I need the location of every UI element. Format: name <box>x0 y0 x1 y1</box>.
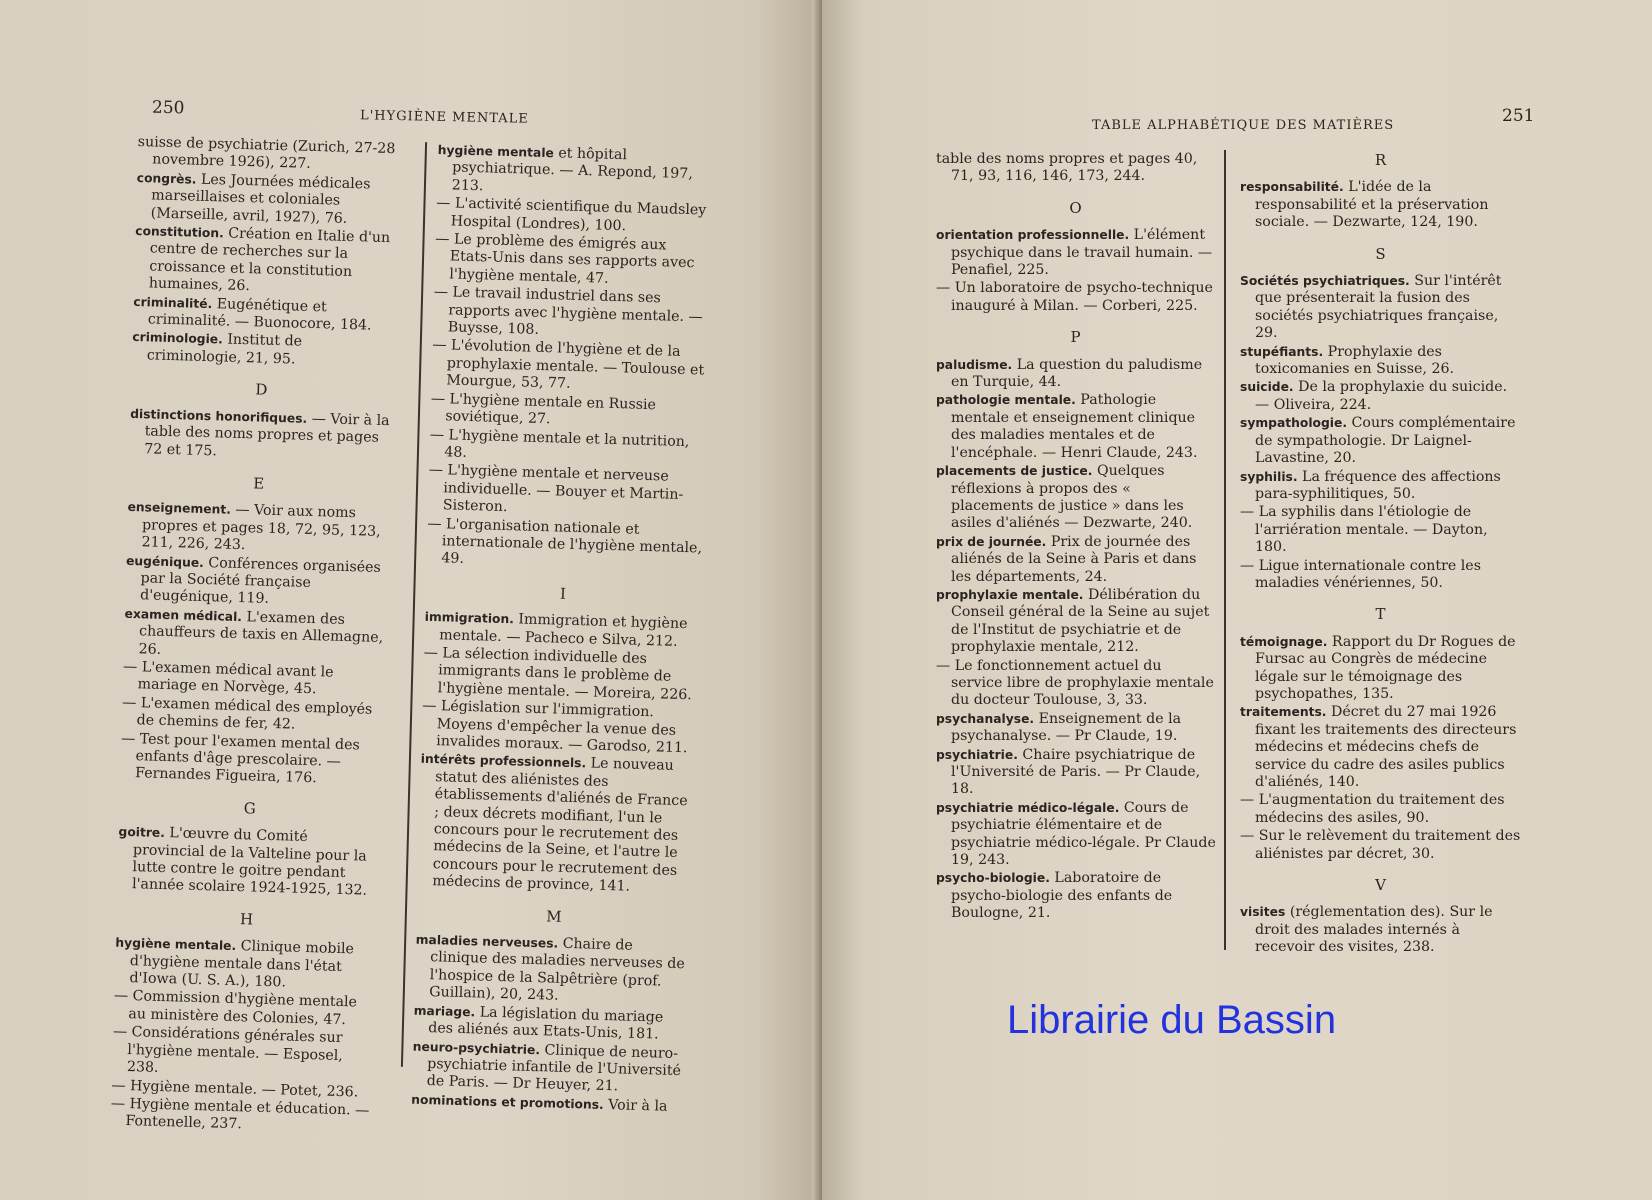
index-subentry <box>1240 828 1522 863</box>
entry-heading: neuro-psychiatrie. <box>412 1039 541 1057</box>
index-subentry <box>426 515 703 575</box>
index-entry <box>129 406 392 466</box>
index-subentry <box>113 988 376 1030</box>
entry-text: — Test pour l'examen mental des enfants d'âge prescolaire. — Fernandes Figueira, 176. <box>120 730 360 787</box>
entry-heading: enseignement. <box>127 500 232 518</box>
entry-heading: goitre. <box>118 824 166 841</box>
index-subentry <box>431 337 708 397</box>
entry-text: Enseignement de la psychanalyse. — Pr Claude, 19. <box>951 710 1182 745</box>
index-entry <box>936 870 1216 922</box>
entry-heading: responsabilité. <box>1240 180 1344 195</box>
index-entry <box>936 747 1216 799</box>
entry-heading: stupéfiants. <box>1240 344 1324 359</box>
entry-heading: sympathologie. <box>1240 416 1348 431</box>
index-entry <box>936 392 1216 462</box>
column-rule <box>1224 150 1226 950</box>
entry-text: Prophylaxie des toxicomanies en Suisse, 26. <box>1255 343 1455 378</box>
entry-text: — Le problème des émigrés aux Etats-Unis dans ses rapports avec l'hygiène mentale, 47. <box>435 230 695 287</box>
entry-text: L'idée de la responsabilité et la préservation sociale. — Dezwarte, 124, 190. <box>1255 179 1489 231</box>
index-entry <box>1240 904 1522 956</box>
entry-heading: suicide. <box>1240 380 1294 395</box>
entry-heading: témoignage. <box>1240 634 1328 649</box>
index-entry <box>936 463 1216 533</box>
page-number: 250 <box>151 97 185 119</box>
index-subentry <box>936 658 1216 710</box>
section-letter: T <box>1375 605 1387 624</box>
section-letter: D <box>255 380 269 400</box>
entry-heading: intérêts professionnels. <box>420 752 587 771</box>
index-subentry <box>936 280 1216 315</box>
entry-heading: pathologie mentale. <box>936 393 1076 408</box>
entry-text: Cours complémentaire de sympathologie. Dr Laignel-Lavastine, 20. <box>1255 415 1516 467</box>
index-entry <box>936 534 1216 586</box>
entry-text: L'examen des chauffeurs de taxis en Allemagne, 26. <box>138 608 384 658</box>
index-subentry <box>112 1024 375 1084</box>
entry-text: Le nouveau statut des aliénistes des établissements d'aliénés de France ; deux décrets modifiant, l'un le concours pour le recrutement des médecins de la Seine, et l'autre le concours pour le recrutement des médecins de province, 141. <box>432 755 688 895</box>
entry-text: — Le travail industriel dans ses rapports avec l'hygiène mentale. — Buysse, 108. <box>433 284 703 338</box>
index-entry <box>126 499 389 559</box>
index-entry <box>134 223 398 300</box>
entry-text: — Hygiène mentale et éducation. — Fontenelle, 237. <box>110 1095 370 1133</box>
entry-text: — L'organisation nationale et internationale de l'hygiène mentale, 49. <box>427 515 703 568</box>
entry-text: Chaire psychiatrique de l'Université de Paris. — Pr Claude, 18. <box>951 746 1201 798</box>
entry-text: Immigration et hygiène mentale. — Pacheco e Silva, 212. <box>439 611 688 650</box>
entry-text: Clinique mobile d'hygiène mentale dans l'état d'Iowa (U. S. A.), 180. <box>129 938 355 991</box>
section-letter: P <box>1070 328 1082 347</box>
page-number: 251 <box>1502 106 1535 126</box>
index-entry <box>132 329 395 371</box>
entry-text: Prix de journée des aliénés de la Seine à Paris et dans les départements, 24. <box>951 533 1197 585</box>
index-subentry <box>120 730 383 790</box>
entry-heading: prophylaxie mentale. <box>936 587 1084 602</box>
index-entry <box>1240 379 1522 414</box>
index-subentry <box>1240 792 1522 827</box>
index-column <box>411 142 714 1117</box>
entry-text: Les Journées médicales marseillaises et coloniales (Marseille, avril, 1927), 76. <box>150 171 371 227</box>
entry-text: — Ligue internationale contre les maladies vénériennes, 50. <box>1240 557 1481 591</box>
entry-text: — L'activité scientifique du Maudsley Hospital (Londres), 100. <box>436 195 707 234</box>
index-entry <box>1240 704 1522 791</box>
section-letter: V <box>1375 876 1387 895</box>
index-subentry <box>122 659 385 701</box>
entry-heading: hygiène mentale <box>437 142 555 161</box>
section-letter: R <box>1374 151 1388 169</box>
index-entry <box>1240 344 1522 379</box>
entry-text: — La sélection individuelle des immigrants dans le problème de l'hygiène mentale. — Moreira, 226. <box>423 644 692 704</box>
index-entry <box>414 932 692 1009</box>
entry-text: (réglementation des). Sur le droit des malades internés à recevoir des visites, 238. <box>1255 904 1493 956</box>
entry-text: Pathologie mentale et enseignement clinique des maladies mentales et de l'encéphale. — Henri Claude, 243. <box>951 392 1198 461</box>
entry-text: — L'augmentation du traitement des médecins des asiles, 90. <box>1240 792 1505 826</box>
entry-text: — Voir aux noms propres et pages 18, 72, 95, 123, 211, 226, 243. <box>141 502 381 554</box>
entry-text: — Commission d'hygiène mentale au ministère des Colonies, 47. <box>113 988 358 1029</box>
running-head: TABLE ALPHABÉTIQUE DES MATIÈRES <box>1092 118 1395 133</box>
running-head: L'HYGIÈNE MENTALE <box>359 108 529 127</box>
entry-text: — L'évolution de l'hygiène et de la prophylaxie mentale. — Toulouse et Mourgue, 53, 77. <box>432 337 705 393</box>
entry-text: — Le fonctionnement actuel du service libre de prophylaxie mentale du docteur Toulouse, 3, 33. <box>936 657 1214 709</box>
entry-text: Voir à la <box>603 1096 668 1115</box>
index-subentry <box>428 462 705 522</box>
index-entry <box>137 134 400 176</box>
index-entry <box>123 606 386 666</box>
entry-heading: constitution. <box>135 223 224 241</box>
left-page <box>0 0 822 1200</box>
entry-text: La législation du mariage des aliénés aux Etats-Unis, 181. <box>428 1004 664 1043</box>
entry-heading: prix de journée. <box>936 534 1047 549</box>
index-column <box>936 151 1216 924</box>
entry-text: La fréquence des affections para-syphilitiques, 50. <box>1255 468 1501 502</box>
entry-text: Décret du 27 mai 1926 fixant les traitements des directeurs médecins et médecins chefs de service du cadre des asiles publics d'aliénés, 140. <box>1255 704 1517 790</box>
entry-heading: psychiatrie médico-légale. <box>936 800 1120 815</box>
entry-text: — Législation sur l'immigration. Moyens d'empêcher la venue des invalides moraux. — Garodso, 211. <box>422 697 688 757</box>
entry-text: Institut de criminologie, 21, 95. <box>146 331 303 368</box>
index-subentry <box>110 1096 373 1138</box>
index-entry <box>437 142 714 202</box>
index-entry <box>114 935 377 995</box>
entry-heading: syphilis. <box>1240 469 1298 484</box>
section-letter: M <box>545 906 563 926</box>
index-subentry <box>1240 504 1522 556</box>
entry-heading: nominations et promotions. <box>411 1092 604 1112</box>
entry-text: — L'hygiène mentale et la nutrition, 48. <box>429 426 690 461</box>
entry-heading: placements de justice. <box>936 464 1093 479</box>
entry-text: Conférences organisées par la Société française d'eugénique, 119. <box>139 554 382 608</box>
index-entry <box>117 824 381 901</box>
entry-heading: criminologie. <box>132 330 223 347</box>
entry-text: — Sur le relèvement du traitement des aliénistes par décret, 30. <box>1240 828 1521 862</box>
index-entry <box>1240 634 1522 704</box>
section-letter: I <box>559 584 568 603</box>
entry-heading: orientation professionnelle. <box>936 228 1130 243</box>
index-entry <box>125 552 388 612</box>
index-entry <box>936 800 1216 870</box>
index-entry <box>136 170 399 230</box>
section-letter: H <box>239 910 255 929</box>
entry-heading: psycho-biologie. <box>936 871 1050 886</box>
entry-text: Rapport du Dr Rogues de Fursac au Congrès de médecine légale sur le témoignage des psychopathes, 135. <box>1255 633 1516 702</box>
entry-heading: visites <box>1240 905 1286 920</box>
index-entry <box>133 294 396 336</box>
entry-heading: immigration. <box>424 609 515 627</box>
entry-text: Clinique de neuro-psychiatrie infantile de l'Université de Paris. — Dr Heuyer, 21. <box>426 1041 682 1095</box>
index-entry <box>412 1038 689 1098</box>
index-entry <box>1240 273 1522 343</box>
index-column <box>1240 138 1522 958</box>
entry-text: — L'hygiène mentale en Russie soviétique, 27. <box>430 390 657 428</box>
index-entry <box>1240 179 1522 231</box>
section-letter: G <box>243 799 257 818</box>
entry-text: Quelques réflexions à propos des « placements de justice » dans les asiles d'aliénés — Dezwarte, 240. <box>951 463 1193 532</box>
entry-text: — Un laboratoire de psycho-technique inauguré à Milan. — Corberi, 225. <box>936 280 1213 314</box>
watermark: Librairie du Bassin <box>1007 998 1337 1042</box>
index-entry <box>936 151 1216 186</box>
entry-heading: psychanalyse. <box>936 711 1035 726</box>
entry-text: suisse de psychiatrie (Zurich, 27-28 novembre 1926), 227. <box>137 134 396 173</box>
entry-heading: criminalité. <box>133 294 213 311</box>
entry-text: — Considérations générales sur l'hygiène mentale. — Esposel, 238. <box>112 1023 344 1077</box>
section-letter: S <box>1375 244 1387 263</box>
section-letter: E <box>253 474 266 493</box>
entry-text: — L'examen médical des employés de chemins de fer, 42. <box>121 694 373 733</box>
entry-text: La question du paludisme en Turquie, 44. <box>951 356 1203 391</box>
index-subentry <box>121 695 384 737</box>
index-subentry <box>434 231 711 291</box>
index-entry <box>417 751 697 898</box>
entry-heading: eugénique. <box>125 553 205 570</box>
entry-text: et hôpital psychiatrique. — A. Repond, 197, 213. <box>451 145 694 195</box>
entry-text: Création en Italie d'un centre de recherches sur la croissance et la constitution humaines, 26. <box>148 225 391 295</box>
index-subentry <box>422 645 699 705</box>
entry-heading: mariage. <box>413 1003 476 1020</box>
index-subentry <box>1240 558 1522 593</box>
entry-text: — L'examen médical avant le mariage en Norvège, 45. <box>122 658 334 698</box>
index-subentry <box>433 284 710 344</box>
entry-heading: psychiatrie. <box>936 747 1018 762</box>
entry-heading: Sociétés psychiatriques. <box>1240 274 1410 289</box>
entry-text: L'œuvre du Comité provincial de la Valteline pour la lutte contre le goitre pendant l'année scolaire 1924-1925, 132. <box>131 825 368 900</box>
index-entry <box>936 227 1216 279</box>
entry-text: De la prophylaxie du suicide. — Oliveira, 224. <box>1255 379 1508 413</box>
entry-heading: examen médical. <box>124 606 243 624</box>
entry-text: — L'hygiène mentale et nerveuse individuelle. — Bouyer et Martin-Sisteron. <box>428 462 684 516</box>
entry-heading: hygiène mentale. <box>115 935 237 954</box>
entry-text: L'élément psychique dans le travail humain. — Penafiel, 225. <box>951 227 1213 279</box>
entry-text: Sur l'intérêt que présenterait la fusion des sociétés psychiatriques française, 29. <box>1255 273 1502 342</box>
entry-text: — Voir à la table des noms propres et pages 72 et 175. <box>143 410 390 459</box>
index-entry <box>1240 415 1522 467</box>
entry-heading: congrès. <box>136 170 197 187</box>
entry-text: Eugénétique et criminalité. — Buonocore, 184. <box>147 295 372 334</box>
entry-text: Délibération du Conseil général de la Seine au sujet de l'Institut de psychiatrie et de prophylaxie mentale, 212. <box>951 586 1210 656</box>
entry-text: table des noms propres et pages 40, 71, 93, 116, 146, 173, 244. <box>936 151 1198 185</box>
entry-heading: maladies nerveuses. <box>415 932 559 951</box>
index-entry <box>936 711 1216 746</box>
entry-text: — La syphilis dans l'étiologie de l'arriération mentale. — Dayton, 180. <box>1240 504 1488 556</box>
index-entry <box>1240 469 1522 504</box>
index-entry <box>936 357 1216 392</box>
section-letter: O <box>1069 198 1083 217</box>
entry-text: — Hygiène mentale. — Potet, 236. <box>111 1077 359 1101</box>
entry-heading: traitements. <box>1240 705 1327 720</box>
index-column <box>110 134 400 1139</box>
entry-text: Chaire de clinique des maladies nerveuses de l'hospice de la Salpêtrière (prof. Guillain), 20, 243. <box>429 935 685 1004</box>
index-subentry <box>421 698 698 758</box>
entry-heading: paludisme. <box>936 357 1013 372</box>
entry-text: Cours de psychiatrie élémentaire et de psychiatrie médico-légale. Pr Claude 19, 243. <box>951 799 1216 869</box>
index-entry <box>936 587 1216 657</box>
entry-text: Laboratoire de psycho-biologie des enfants de Boulogne, 21. <box>951 870 1173 922</box>
entry-heading: distinctions honorifiques. <box>129 406 308 426</box>
